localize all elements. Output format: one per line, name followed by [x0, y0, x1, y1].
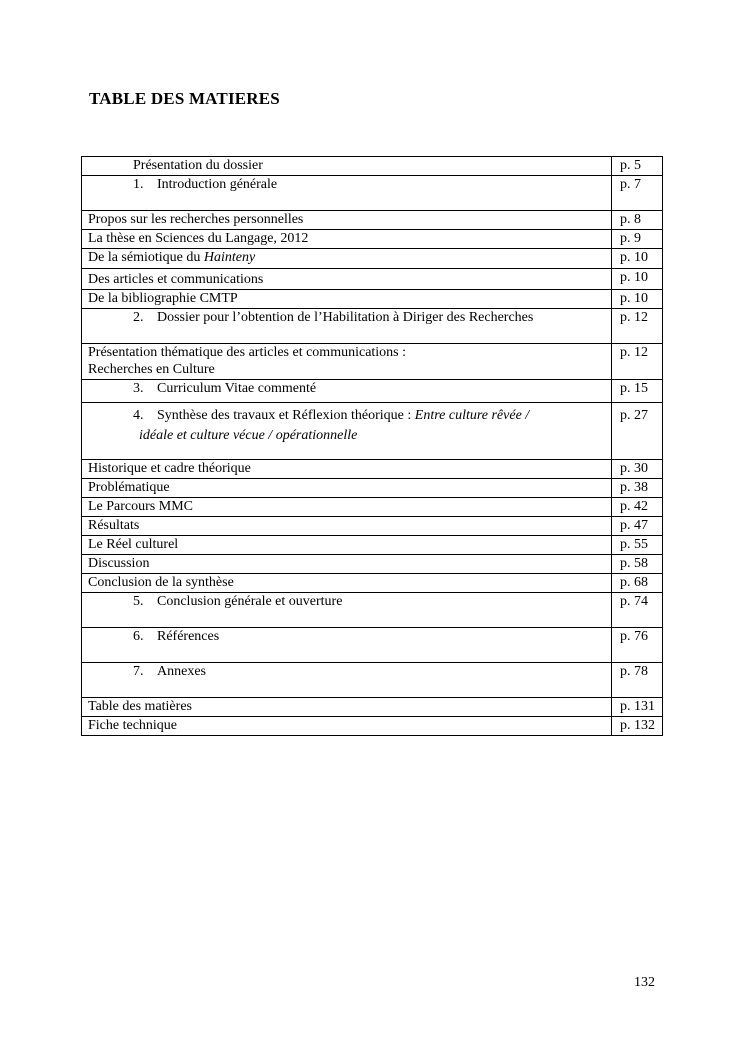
toc-entry-label: Table des matières: [82, 698, 612, 717]
table-row: [82, 403, 663, 460]
table-row: [82, 555, 663, 574]
entry-text: Références: [157, 629, 220, 644]
toc-entry-page: p. 12: [612, 309, 663, 344]
table-row: [82, 498, 663, 517]
toc-entry-label: [82, 593, 612, 628]
entry-text: Présentation du dossier: [133, 158, 263, 173]
toc-entry-label: [82, 344, 612, 380]
toc-entry-label: Résultats: [82, 517, 612, 536]
entry-text: Dossier pour l’obtention de l’Habilitation à Diriger des Recherches: [157, 310, 534, 325]
table-row: [82, 517, 663, 536]
toc-entry-page: p. 47: [612, 517, 663, 536]
toc-entry-label: Des articles et communications: [82, 269, 612, 290]
toc-entry-label: [82, 628, 612, 663]
toc-entry-label: Le Parcours MMC: [82, 498, 612, 517]
toc-entry-label: [82, 157, 612, 176]
entry-text: Annexes: [157, 664, 206, 679]
toc-entry-page: p. 30: [612, 460, 663, 479]
toc-entry-page: p. 74: [612, 593, 663, 628]
toc-entry-label: Problématique: [82, 479, 612, 498]
toc-entry-page: p. 132: [612, 717, 663, 736]
toc-entry-label: Le Réel culturel: [82, 536, 612, 555]
table-row: [82, 290, 663, 309]
entry-text: Synthèse des travaux et Réflexion théorique :: [157, 408, 415, 423]
toc-entry-page: p. 12: [612, 344, 663, 380]
toc-entry-page: p. 5: [612, 157, 663, 176]
toc-entry-label: [82, 309, 612, 344]
table-row: [82, 269, 663, 290]
toc-entry-page: p. 38: [612, 479, 663, 498]
toc-entry-label: Conclusion de la synthèse: [82, 574, 612, 593]
toc-entry-page: p. 131: [612, 698, 663, 717]
table-row: [82, 593, 663, 628]
toc-entry-page: p. 27: [612, 403, 663, 460]
entry-text-line2: Recherches en Culture: [88, 362, 215, 377]
entry-text-italic: Hainteny: [203, 250, 256, 265]
entry-number: 4.: [133, 408, 144, 423]
table-row: [82, 344, 663, 380]
toc-entry-page: p. 42: [612, 498, 663, 517]
toc-entry-label: [82, 380, 612, 403]
table-row: [82, 536, 663, 555]
toc-entry-label: Historique et cadre théorique: [82, 460, 612, 479]
entry-number: 6.: [133, 629, 144, 644]
entry-number: 5.: [133, 594, 144, 609]
table-row: [82, 176, 663, 211]
toc-entry-label: Propos sur les recherches personnelles: [82, 211, 612, 230]
table-row: [82, 698, 663, 717]
toc-entry-page: p. 58: [612, 555, 663, 574]
entry-text: De la sémiotique du: [88, 250, 204, 265]
table-row: [82, 628, 663, 663]
toc-entry-label: [82, 249, 612, 269]
entry-text: Conclusion générale et ouverture: [157, 594, 343, 609]
toc-entry-label: Discussion: [82, 555, 612, 574]
entry-number: 3.: [133, 381, 144, 396]
toc-entry-page: p. 9: [612, 230, 663, 249]
toc-entry-page: p. 76: [612, 628, 663, 663]
toc-entry-page: p. 10: [612, 269, 663, 290]
toc-entry-page: p. 8: [612, 211, 663, 230]
entry-number: 2.: [133, 310, 144, 325]
entry-text: Introduction générale: [157, 177, 278, 192]
toc-entry-page: p. 15: [612, 380, 663, 403]
table-row: [82, 249, 663, 269]
entry-number: 1.: [133, 177, 144, 192]
toc-entry-page: p. 55: [612, 536, 663, 555]
toc-entry-label: Fiche technique: [82, 717, 612, 736]
table-row: [82, 574, 663, 593]
entry-text-italic-line2: idéale et culture vécue / opérationnelle: [139, 428, 358, 443]
table-row: [82, 479, 663, 498]
entry-text: Curriculum Vitae commenté: [157, 381, 317, 396]
toc-entry-label: [82, 176, 612, 211]
toc-entry-label: [82, 663, 612, 698]
table-row: [82, 157, 663, 176]
toc-entry-page: p. 78: [612, 663, 663, 698]
toc-entry-label: [82, 403, 612, 460]
toc-entry-page: p. 68: [612, 574, 663, 593]
table-row: [82, 460, 663, 479]
table-row: [82, 211, 663, 230]
toc-entry-label: La thèse en Sciences du Langage, 2012: [82, 230, 612, 249]
entry-text-italic: Entre culture rêvée /: [414, 408, 530, 423]
table-row: [82, 309, 663, 344]
page-number: 132: [634, 975, 655, 990]
table-row: [82, 663, 663, 698]
table-row: [82, 717, 663, 736]
page-title: TABLE DES MATIERES: [89, 89, 280, 108]
toc-entry-page: p. 7: [612, 176, 663, 211]
table-of-contents: [81, 156, 663, 736]
entry-text: Présentation thématique des articles et communications :: [88, 345, 407, 360]
table-row: [82, 380, 663, 403]
table-row: [82, 230, 663, 249]
toc-entry-page: p. 10: [612, 290, 663, 309]
entry-number: 7.: [133, 664, 144, 679]
toc-entry-label: De la bibliographie CMTP: [82, 290, 612, 309]
toc-entry-page: p. 10: [612, 249, 663, 269]
